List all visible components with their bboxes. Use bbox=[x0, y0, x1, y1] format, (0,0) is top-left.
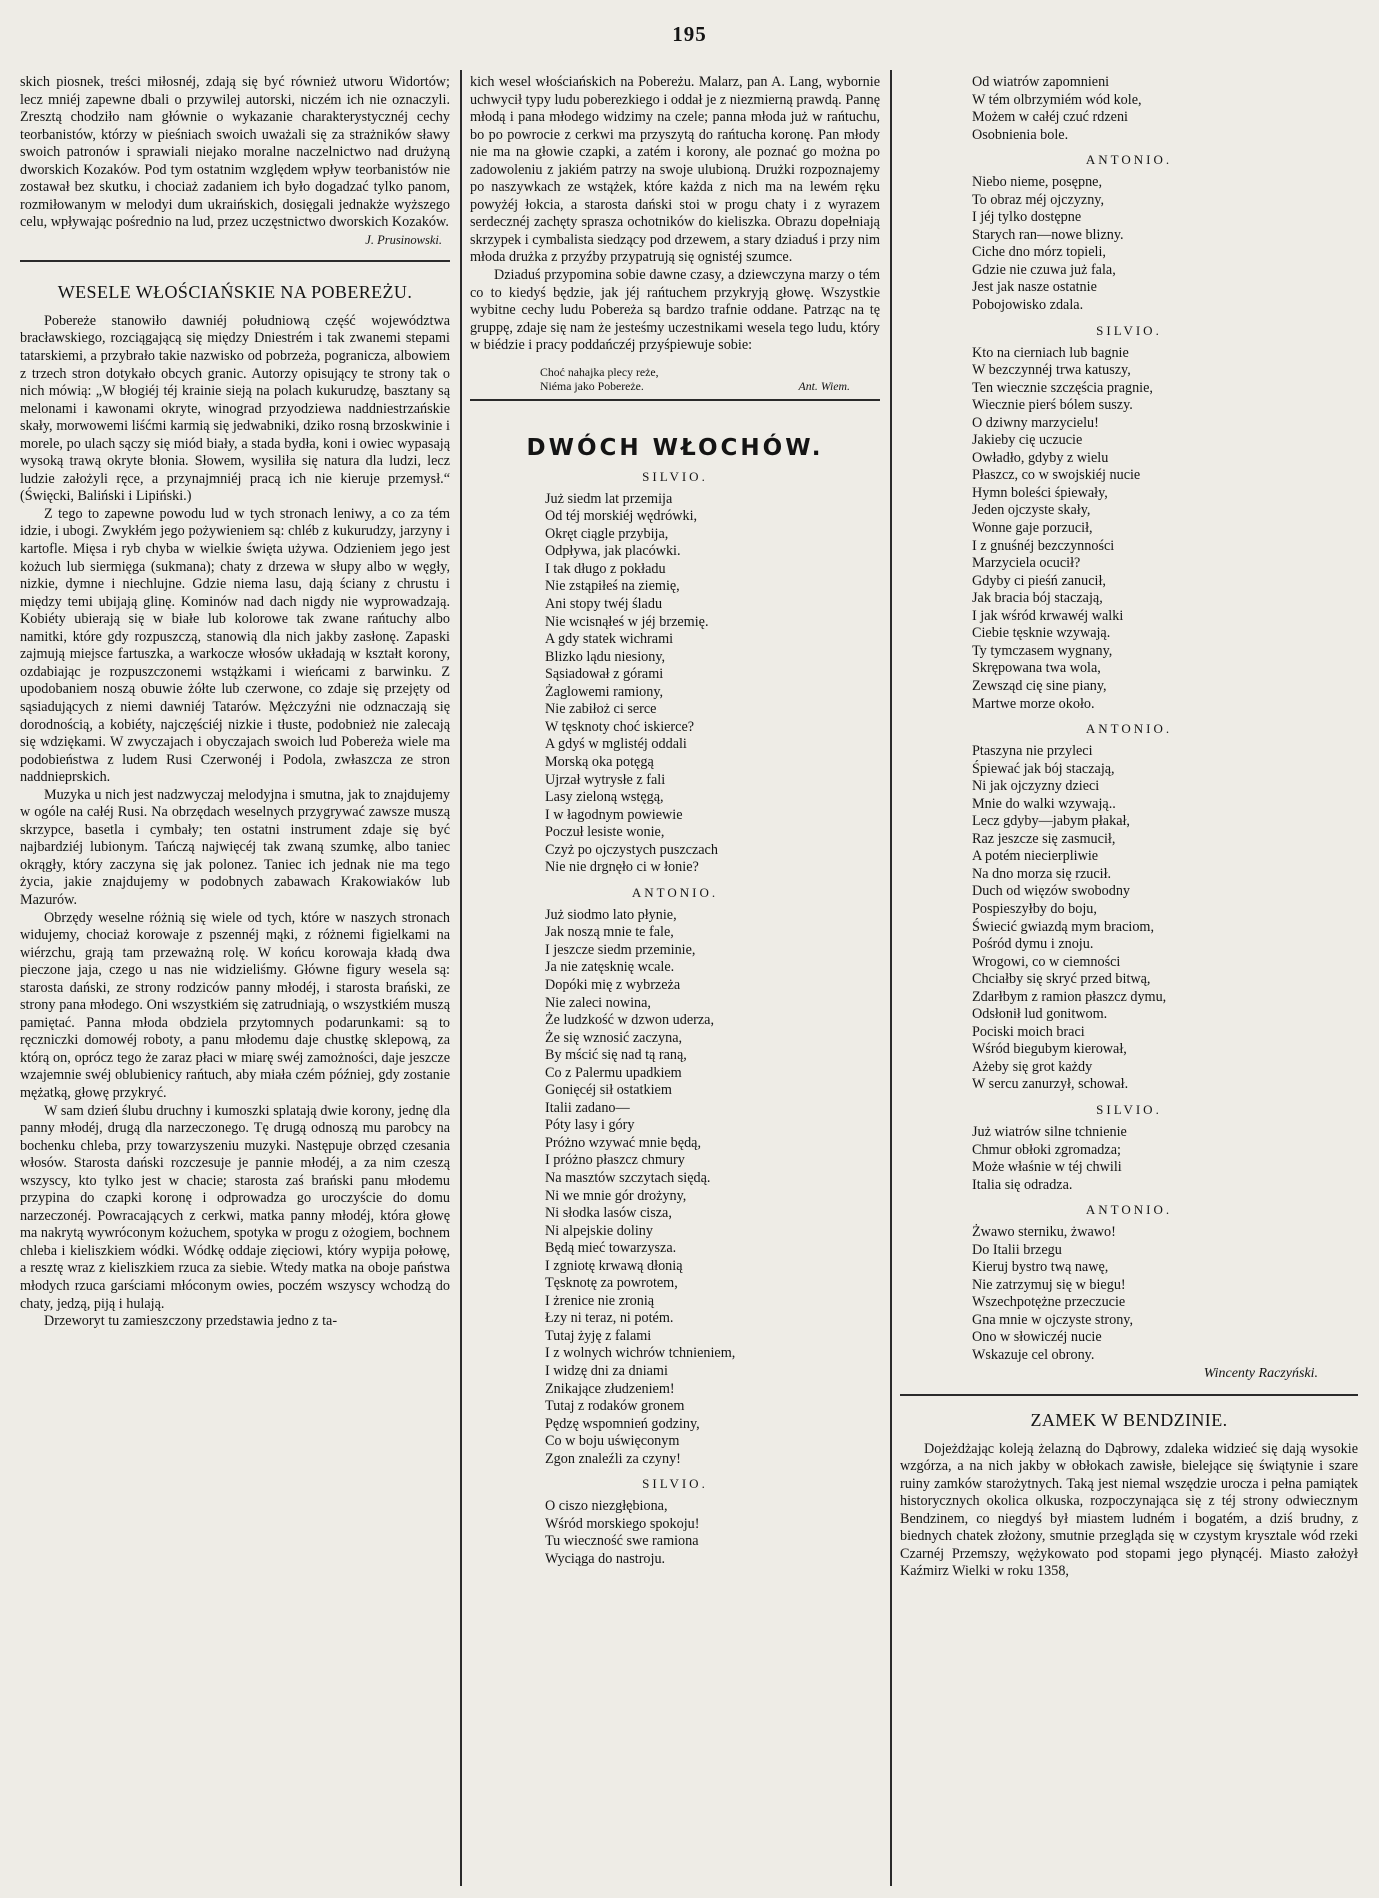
verse-line: Jak noszą mnie te fale, bbox=[545, 924, 674, 941]
verse-line: Poczuł lesiste wonie, bbox=[545, 824, 665, 841]
verse-line: A potém niecierpliwie bbox=[972, 848, 1099, 865]
verse-line: Zdarłbym z ramion płaszcz dymu, bbox=[972, 988, 1167, 1005]
verse-line: Gna mnie w ojczyste strony, bbox=[972, 1311, 1134, 1328]
verse-line: O dziwny marzycielu! bbox=[972, 414, 1099, 431]
verse-line: Pośród dymu i znoju. bbox=[972, 936, 1094, 953]
verse-line: Śpiewać jak bój staczają, bbox=[972, 760, 1115, 777]
verse-line: Tutaj żyję z falami bbox=[545, 1327, 652, 1344]
verse-line: Nie wcisnąłeś w jéj brzemię. bbox=[545, 613, 709, 630]
verse-line: Od téj morskiéj wędrówki, bbox=[545, 508, 698, 525]
epigraph-line: Niéma jako Pobereże. bbox=[540, 378, 644, 393]
paragraph: Obrzędy weselne różnią się wiele od tych, które w naszych stronach widujemy, chociaż korowaje z pszennéj mąki, z różnemi figielkami na wiérzchu, grają tam przeważną rolę. W końcu korowaja kładą dwa pieczone jaja, czego u nas nie widzieliśmy. Główne figury wesela są: starosta dański, ze strony rodziców panny młodéj, i starosta brański, ze strony pana młodego. Oni wszystkiém się zatrudniają, o wszystkiém muszą pamiętać. Panna młoda obdziela przytomnych podarunkami: są to ręczniczki domowéj roboty, a panu młodemu daje chustkę sklepową, za którą on, oprócz tego że zaraz płaci w miarę swéj zamożności, daje jeszcze wzajemnie swéj oblubienicy rańtuch, aby miała czém później, gdy zostanie mężatką, głowę przykryć. bbox=[20, 909, 450, 1101]
verse-line: Na dno morza się rzucił. bbox=[972, 865, 1112, 882]
speaker-name: ANTONIO. bbox=[1085, 152, 1173, 168]
column-rule bbox=[890, 70, 892, 1886]
verse-line: I widzę dni za dniami bbox=[545, 1363, 668, 1379]
epigraph-line: Choć nahajka plecy reże, bbox=[540, 364, 659, 379]
verse-line: Kto na cierniach lub bagnie bbox=[972, 344, 1129, 361]
verse-line: Ni alpejskie doliny bbox=[545, 1222, 653, 1239]
verse-line: Tutaj z rodaków gronem bbox=[545, 1398, 685, 1415]
verse-line: Do Italii brzegu bbox=[972, 1241, 1062, 1258]
epigraph bbox=[540, 365, 880, 393]
verse-line: Nie zatrzymuj się w biegu! bbox=[972, 1276, 1126, 1293]
verse-line: Okręt ciągle przybija, bbox=[545, 525, 669, 542]
verse-line: Wiecznie pierś bólem suszy. bbox=[972, 397, 1133, 414]
verse-stanza bbox=[470, 1498, 880, 1568]
verse-line: Wonne gaje porzucił, bbox=[972, 520, 1093, 537]
verse-line: Zgon znaleźli za czyny! bbox=[545, 1450, 681, 1467]
verse-line: Chciałby się skryć przed bitwą, bbox=[972, 971, 1151, 988]
verse-line: Nie nie drgnęło ci w łonie? bbox=[545, 859, 699, 876]
verse-line: I z gnuśnéj bezczynności bbox=[972, 537, 1115, 554]
verse-line: I próżno płaszcz chmury bbox=[545, 1152, 685, 1169]
verse-line: Duch od więzów swobodny bbox=[972, 883, 1131, 900]
verse-line: Wszechpotężne przeczucie bbox=[972, 1294, 1126, 1311]
verse-line: Żaglowemi ramiony, bbox=[545, 683, 664, 700]
speaker-name: SILVIO. bbox=[1096, 322, 1162, 338]
verse-line: Wśród biegubym kierował, bbox=[972, 1041, 1127, 1058]
paragraph: kich wesel włościańskich na Pobereżu. Malarz, pan A. Lang, wybornie uchwycił typy ludu poberezkiego i oddał je z niezmierną prawdą. Pannę młodą i pana młodego widzimy na czele; panna młoda już w rańtuchu, bo po powrocie z cerkwi ma przyszytą do rańtucha koronę. Pan młody nie ma na głowie czapki, a zatém i korony, ale poznać go można po zadowoleniu z jakiém patrzy na swoje ulubioną. Drużki rozpoznajemy po naszywkach ze wstążek, które każda z nich ma na lewém ręku powyżéj łokcia, a starosta dański stoi w progu chaty i z wyrazem serdecznéj zachęty sprasza ochotników do kieliszka. Obrazu dopełniają skrzypek i cymbalista siedzący pod drzewem, a stary dziaduś i przy nim młoda drużka z przyźby przypatrują się ognistéj szumce. bbox=[470, 74, 880, 266]
verse-line: Jest jak nasze ostatnie bbox=[972, 279, 1097, 296]
verse-line: Ni słodka lasów cisza, bbox=[545, 1205, 672, 1222]
verse-line: Wskazuje cel obrony. bbox=[972, 1347, 1095, 1363]
verse-line: Tu wieczność swe ramiona bbox=[545, 1533, 699, 1550]
verse-line: W bezczynnéj trwa katuszy, bbox=[972, 362, 1131, 379]
section-divider bbox=[470, 399, 880, 401]
verse-line: Nie zabiłoż ci serce bbox=[545, 701, 657, 718]
speaker-name: SILVIO. bbox=[642, 468, 708, 484]
verse-line: Ptaszyna nie przyleci bbox=[972, 743, 1093, 760]
verse-line: Osobnienia bole. bbox=[972, 126, 1069, 143]
verse-line: Odsłonił lud gonitwom. bbox=[972, 1006, 1108, 1023]
verse-line: Jak bracia bój staczają, bbox=[972, 590, 1103, 607]
verse-line: Ujrzał wytrysłe z fali bbox=[545, 771, 666, 788]
verse-stanza bbox=[900, 1124, 1358, 1194]
article-title: WESELE WŁOŚCIAŃSKIE NA POBEREŻU. bbox=[57, 281, 413, 302]
verse-line: Pospieszyłby do boju, bbox=[972, 900, 1097, 917]
verse-stanza bbox=[900, 743, 1358, 1094]
paragraph: Z tego to zapewne powodu lud w tych stronach leniwy, a co za tém idzie, i ubogi. Zwykłém jego pożywieniem są: chléb z kukurudzy, jarzyny i kartofle. Mięsa i ryb chyba w wielkie święta używa. Odzieniem jego jest kożuch lub siermięga (sukmana); chaty z drzewa w słupy albo w węgły, nizkie, dymne i niechlujne. Gdzie niema lasu, dają ściany z chrustu i między temi ubijają glinę. Kominów nad dach nigdy nie wyprowadzają. Kobiéty ubierają się w białe lub kolorowe tak zwane rańtuchy albo namitki, które gdy rozpuszczą, stanowią dla nich jakby zasłonę. Zapaski zajmują miejsce fartuszka, a warkocze włosów układają w kształt korony, ozdabiając je rozpuszczonemi wstążkami i wieńcami z barwinku. Z upodobaniem noszą obuwie żółte lub czerwone, co zdaje się przejęty od sąsiadujących z niemi dawniéj Tatarów. Mężczyźni nie odznaczają się dorodnością, a kobiéty, najczęściéj nizkie i tłuste, podobnież nie zalecają się wdziękami. W zwyczajach i obyczajach swoich lud Pobereża wiele ma podobieństwa z ludem Rusi Czerwonéj i Podola, zwłaszcza ze stron naddnieprskich. bbox=[20, 505, 450, 786]
verse-line: Możem w całéj czuć rdzeni bbox=[972, 109, 1128, 126]
verse-line: Na masztów szczytach siędą. bbox=[545, 1169, 711, 1186]
verse-line: Sąsiadował z górami bbox=[545, 666, 664, 683]
epigraph-attribution: Ant. Wiem. bbox=[798, 378, 850, 393]
speaker-name: ANTONIO. bbox=[631, 884, 719, 900]
verse-line: Italii zadano— bbox=[545, 1099, 630, 1116]
author-signature: J. Prusinowski. bbox=[365, 232, 442, 247]
verse-line: Gdzie nie czuwa już fala, bbox=[972, 261, 1116, 278]
verse-line: Ten wiecznie szczęścia pragnie, bbox=[972, 379, 1153, 396]
verse-line: Próżno wzywać mnie będą, bbox=[545, 1134, 702, 1151]
verse-line: I jéj tylko dostępne bbox=[972, 209, 1082, 226]
verse-line: Już wiatrów silne tchnienie bbox=[972, 1123, 1127, 1140]
verse-line: W tém olbrzymiém wód kole, bbox=[972, 91, 1142, 108]
verse-line: Chmur obłoki zgromadza; bbox=[972, 1141, 1121, 1158]
verse-line: Italia się odradza. bbox=[972, 1176, 1073, 1193]
verse-line: Tęsknotę za powrotem, bbox=[545, 1275, 678, 1292]
verse-line: A gdyś w mglistéj oddali bbox=[545, 736, 687, 753]
verse-line: Czyż po ojczystych puszczach bbox=[545, 841, 718, 858]
verse-line: Ja nie zatęsknię wcale. bbox=[545, 959, 675, 976]
paragraph: Dojeżdżając koleją żelazną do Dąbrowy, zdaleka widzieć się dają wysokie wzgórza, a na nich jakby w obłokach zawisłe, bielejące się świątynie i szare ruiny zamków starożytnych. Taką jest niemal wszędzie urocza i pełna pamiątek historycznych okolica olkuska, rozpoczynająca się z téj strony odwiecznym Bendzinem, co niegdyś był miastem ludném i bogatém, a dziś brudny, z biednych chatek złożony, smutnie przegląda się w czystym krysztale wód rzeki Czarnéj Przemszy, wężykowato pod stopami jego płynącéj. Miasto założył Kaźmirz Wielki w roku 1358, bbox=[900, 1440, 1358, 1580]
verse-line: Będą mieć towarzysza. bbox=[545, 1240, 677, 1257]
verse-line: Mnie do walki wzywają.. bbox=[972, 795, 1116, 812]
verse-line: Blizko lądu niesiony, bbox=[545, 648, 666, 665]
verse-line: W sercu zanurzył, schował. bbox=[972, 1076, 1129, 1093]
verse-line: I jeszcze siedm przeminie, bbox=[545, 941, 696, 958]
verse-line: Lasy zieloną wstęgą, bbox=[545, 789, 664, 806]
verse-line: Już siodmo lato płynie, bbox=[545, 906, 677, 923]
verse-line: Pędzę wspomnień godziny, bbox=[545, 1415, 700, 1432]
verse-line: I żrenice nie zronią bbox=[545, 1292, 655, 1309]
verse-line: Raz jeszcze się zasmucił, bbox=[972, 830, 1116, 847]
verse-line: Pociski moich braci bbox=[972, 1023, 1085, 1040]
section-divider bbox=[900, 1394, 1358, 1396]
verse-stanza bbox=[900, 345, 1358, 713]
column-right bbox=[900, 74, 1358, 1884]
verse-line: Gonięcéj sił ostatkiem bbox=[545, 1082, 672, 1099]
verse-line: I w łagodnym powiewie bbox=[545, 806, 683, 823]
verse-line: Ażeby się grot każdy bbox=[972, 1058, 1093, 1075]
verse-line: Jakieby cię uczucie bbox=[972, 432, 1083, 449]
page-number: 195 bbox=[672, 22, 707, 46]
speaker-name: ANTONIO. bbox=[1085, 1202, 1173, 1218]
poem-title: DWÓCH WŁOCHÓW. bbox=[526, 434, 824, 461]
verse-line: Pobojowisko zdala. bbox=[972, 297, 1084, 314]
verse-stanza bbox=[900, 1224, 1358, 1364]
paragraph: W sam dzień ślubu druchny i kumoszki splatają dwie korony, jednę dla panny młodéj, drugą dla narzeczonego. Tę drugą odnoszą mu parobcy na bochenku chleba, przy towarzyszeniu muzyki. Następuje obrzęd czesania włosów. Starosta dański rozczesuje je pannie młodéj, a za nim czeszą wszyscy, kto tylko jest w chacie; starosta zaś brański panu młodemu przypina do czapki koronę i odprowadza go uroczyście do domu narzeczonéj. Powracających z cerkwi, matka panny młodéj, która głowę ma nakrytą wywróconym kożuchem, spotyka w progu z ożogiem, bochnem chleba i kieliszkiem wódki. Wódkę oddaje zięciowi, który wypija połowę, a resztę wraz z kieliszkiem rzuca za siebie. Wtedy matka na oboje państwa młodych rzuca garściami młóconym owies, poczém wszyscy wchodzą do chaty, jedzą, piją i hulają. bbox=[20, 1102, 450, 1312]
verse-stanza bbox=[900, 74, 1358, 144]
verse-line: Ani stopy twéj śladu bbox=[545, 596, 663, 613]
verse-line: Że ludzkość w dzwon uderza, bbox=[545, 1012, 715, 1029]
paragraph: Drzeworyt tu zamieszczony przedstawia jedno z ta- bbox=[44, 1313, 338, 1330]
verse-line: I jak wśród krwawéj walki bbox=[972, 607, 1124, 624]
verse-line: Wrogowi, co w ciemności bbox=[972, 953, 1121, 970]
paragraph: Muzyka u nich jest nadzwyczaj melodyjna i smutna, jak to znajdujemy w ogóle na całéj Rusi. Na obrzędach weselnych przygrywać zawsze muszą skrzypce, basetla i cymbały; ten ostatni instrument zdaje się być najbardziéj lubionym. Tańczą najwięcéj tak zwaną szumkę, albo taniec okrągły, który zaczyna się jak polonez. Taniec ich jednak nie ma tego życia, jakie znajdujemy w podobnych zabawach Krakowiaków lub Mazurów. bbox=[20, 786, 450, 908]
verse-line: Nie zstąpiłeś na ziemię, bbox=[545, 578, 680, 595]
verse-line: Owładło, gdyby z wielu bbox=[972, 449, 1109, 466]
verse-line: Wyciąga do nastroju. bbox=[545, 1550, 666, 1567]
article-title: ZAMEK W BENDZINIE. bbox=[1030, 1409, 1228, 1430]
verse-stanza bbox=[470, 907, 880, 1469]
verse-line: Że się wznosić zaczyna, bbox=[545, 1029, 683, 1046]
verse-line: Marzyciela ocucił? bbox=[972, 555, 1081, 572]
verse-line: Dopóki mię z wybrzeża bbox=[545, 976, 681, 993]
paragraph: Dziaduś przypomina sobie dawne czasy, a dziewczyna marzy o tém co to kiedyś będzie, jak jéj rańtuchem przykryją głowę. Wszystkie wybitne cechy ludu Pobereża są bardzo trafnie oddane. Patrząc na tę gruppę, zdaje się nam że jesteśmy uczestnikami wesela tego ludu, który w biédzie i pracy poddańczéj przyśpiewuje sobie: bbox=[470, 267, 880, 354]
verse-line: Lecz gdyby—jabym płakał, bbox=[972, 813, 1130, 830]
speaker-name: SILVIO. bbox=[1096, 1101, 1162, 1117]
verse-line: W tęsknoty choć iskierce? bbox=[545, 718, 695, 735]
verse-line: Nie zaleci nowina, bbox=[545, 994, 651, 1011]
verse-line: Świecić gwiazdą mym braciom, bbox=[972, 918, 1155, 935]
verse-line: To obraz méj ojczyzny, bbox=[972, 191, 1105, 208]
verse-line: O ciszo niezgłębiona, bbox=[545, 1498, 668, 1515]
verse-line: Łzy ni teraz, ni potém. bbox=[545, 1310, 674, 1327]
poem-signature: Wincenty Raczyński. bbox=[1203, 1365, 1318, 1381]
verse-line: Ciche dno mórz topieli, bbox=[972, 244, 1106, 261]
verse-line: Już siedm lat przemija bbox=[545, 490, 673, 507]
paragraph: Pobereże stanowiło dawniéj południową część województwa bracławskiego, rozciągającą się między Dniestrém i tak zwanemi stepami tatarskiemi, a przybrało takie nazwisko od pobrzeża, pogranicza, albowiem z trzech stron dotykało obcych granic. Autorzy opisujący te strony tak o nich mówią: „W błogiéj téj krainie sieją na polach kukurudzę, basztany są melonami i kawonami okryte, winograd przyodziewa naddniestrzańskie skały, morwowemi liśćmi karmią się jedwabniki, dziko rosną brzoskwinie i morele, po ulach sączy się miód biały, a stada bydła, koni i owiec wypasają wysoką trawą okryte błonia. Słowem, wysiliła się natura dla ludzi, lecz ludzie założyli ręce, a przynajmniéj pracą ich nie kieruje przemysł.“ (Święcki, Baliński i Lipiński.) bbox=[20, 312, 450, 505]
verse-line: Odpływa, jak placówki. bbox=[545, 543, 681, 560]
column-rule bbox=[460, 70, 462, 1886]
verse-line: Co w boju uświęconym bbox=[545, 1433, 680, 1450]
verse-line: Jeden ojczyste skały, bbox=[972, 502, 1091, 519]
verse-line: Póty lasy i góry bbox=[545, 1117, 635, 1134]
verse-line: I tak długo z pokładu bbox=[545, 560, 666, 577]
verse-line: Niebo nieme, posępne, bbox=[972, 174, 1103, 191]
section-divider bbox=[20, 260, 450, 262]
verse-line: Hymn boleści śpiewały, bbox=[972, 484, 1108, 501]
verse-line: I z wolnych wichrów tchnieniem, bbox=[545, 1345, 736, 1362]
verse-line: Żwawo sterniku, żwawo! bbox=[972, 1224, 1116, 1241]
verse-line: Wśród morskiego spokoju! bbox=[545, 1515, 700, 1532]
verse-line: Morską oka potęgą bbox=[545, 753, 654, 770]
verse-line: Martwe morze około. bbox=[972, 695, 1095, 712]
verse-line: A gdy statek wichrami bbox=[545, 631, 674, 648]
verse-stanza bbox=[900, 174, 1358, 314]
verse-line: Skrępowana twa wola, bbox=[972, 660, 1101, 677]
verse-line: Ciebie tęsknie wzywają. bbox=[972, 625, 1111, 642]
verse-line: Ni jak ojczyzny dzieci bbox=[972, 778, 1100, 795]
speaker-name: SILVIO. bbox=[642, 1476, 708, 1492]
verse-stanza bbox=[470, 491, 880, 877]
verse-line: Gdyby ci pieśń zanucił, bbox=[972, 572, 1106, 589]
verse-line: Starych ran—nowe blizny. bbox=[972, 226, 1124, 243]
verse-line: Ni we mnie gór drożyny, bbox=[545, 1187, 687, 1204]
verse-line: Ono w słowiczéj nucie bbox=[972, 1329, 1102, 1346]
speaker-name: ANTONIO. bbox=[1085, 721, 1173, 737]
verse-line: Od wiatrów zapomnieni bbox=[972, 74, 1110, 90]
column-middle bbox=[470, 74, 880, 1884]
verse-line: Zewsząd cię sine piany, bbox=[972, 677, 1107, 694]
verse-line: By mścić się nad tą raną, bbox=[545, 1047, 687, 1064]
paragraph: skich piosnek, treści miłosnéj, zdają się być również utworu Widortów; lecz mniéj zapewne dbali o przywilej autorski, niczém ich nie oznaczyli. Zresztą chodziło nam głównie o wykazanie charakterystycznéj cechy teorbanistów, którzy w pieśniach swoich uważali się za strażników sławy swoich patronów i sprawiali niejako moralne naczelnictwo nad drużyną dworskich Kozaków. Pod tym ostatnim względem wpływ teorbanistów nie zostawał bez skutku, i chociaż zadaniem ich było dogadzać tylko panom, rozmiłowanym w melodyi dum ukraińskich, dosięgali jednakże wyższego celu, wpływając pośrednio na lud, przez uczęstnictwo dworskich Kozaków. bbox=[20, 74, 450, 231]
verse-line: Płaszcz, co w swojskiéj nucie bbox=[972, 467, 1141, 484]
column-left bbox=[20, 74, 450, 1884]
verse-line: Może właśnie w téj chwili bbox=[972, 1159, 1122, 1176]
verse-line: Ty tymczasem wygnany, bbox=[972, 642, 1113, 659]
verse-line: Znikające złudzeniem! bbox=[545, 1380, 675, 1397]
verse-line: Co z Palermu upadkiem bbox=[545, 1064, 682, 1081]
verse-line: I zgniotę krwawą dłonią bbox=[545, 1257, 683, 1274]
verse-line: Kieruj bystro twą nawę, bbox=[972, 1259, 1109, 1276]
